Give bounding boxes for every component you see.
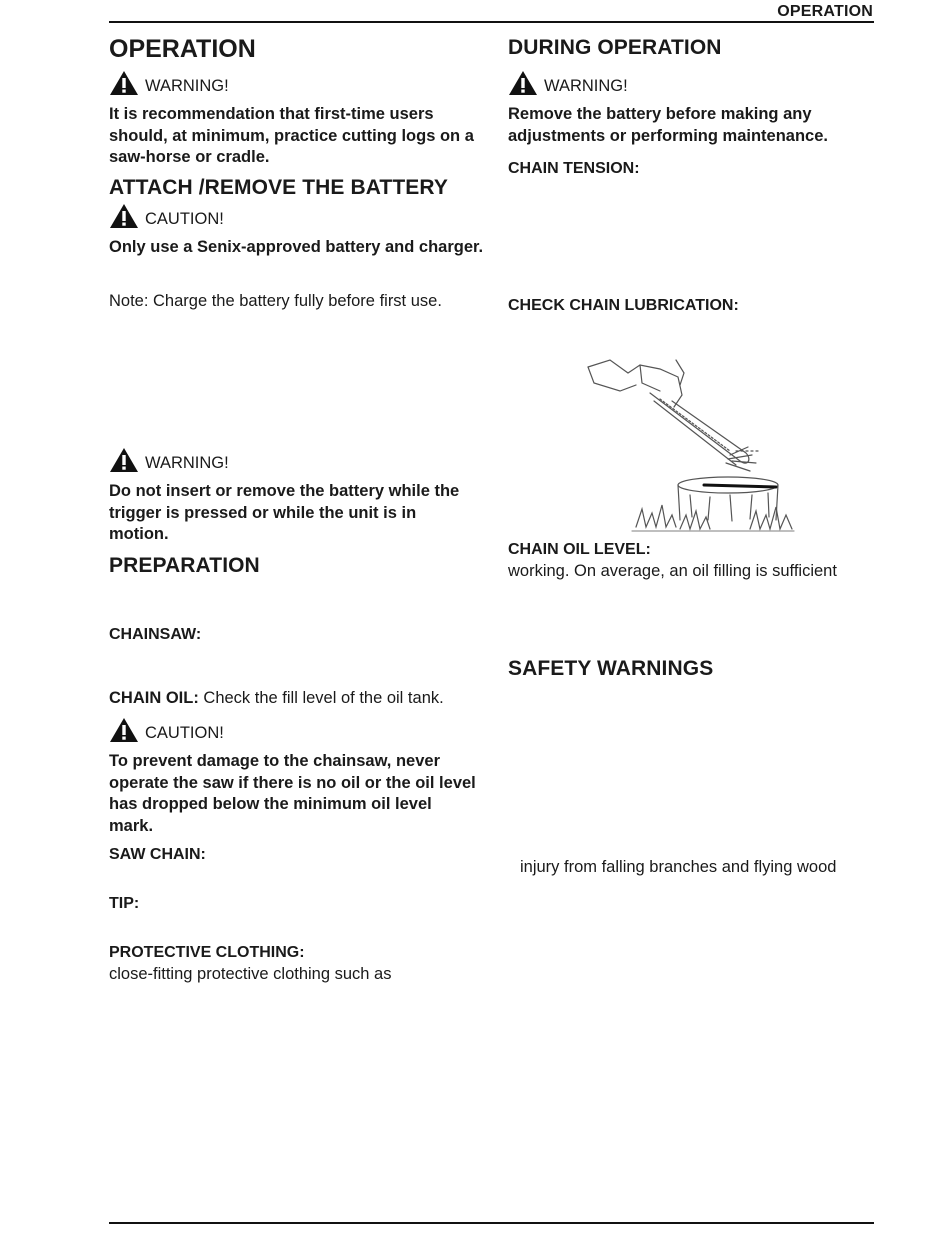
chainsaw-label: CHAINSAW:	[109, 626, 202, 643]
warning-label: WARNING!	[145, 77, 229, 95]
battery-heading: ATTACH /REMOVE THE BATTERY	[109, 176, 448, 199]
page-title: OPERATION	[109, 35, 256, 63]
battery-note: Note: Charge the battery fully before first use.	[109, 292, 442, 310]
saw-chain-label: SAW CHAIN:	[109, 846, 206, 863]
chain-oil-text: Check the fill level of the oil tank.	[198, 689, 444, 707]
warning-label: WARNING!	[544, 77, 628, 95]
chain-oil-paragraph	[109, 688, 499, 710]
protective-clothing-text: close-fitting protective clothing such as	[109, 965, 392, 983]
header-rule	[109, 21, 874, 23]
check-chain-lubrication-label: CHECK CHAIN LUBRICATION:	[508, 297, 739, 314]
caution-callout-1	[109, 203, 224, 229]
chain-tension-label: CHAIN TENSION:	[508, 160, 640, 177]
injury-text: injury from falling branches and flying wood	[520, 858, 837, 876]
chain-lubrication-illustration	[580, 355, 800, 535]
warning-text: Do not insert or remove the battery while the trigger is pressed or while the unit is in motion.	[109, 482, 460, 543]
warning-label: WARNING!	[145, 454, 229, 472]
warning-callout-1	[109, 70, 229, 96]
caution-label: CAUTION!	[145, 210, 224, 228]
chain-oil-level-label: CHAIN OIL LEVEL:	[508, 541, 651, 558]
caution-text: Only use a Senix-approved battery and charger.	[109, 238, 484, 256]
warning-triangle-icon	[508, 70, 538, 96]
chain-oil-label: CHAIN OIL:	[109, 689, 199, 707]
warning-callout-2	[109, 447, 229, 473]
caution-callout-2	[109, 717, 224, 743]
page-header-label: OPERATION	[777, 3, 873, 20]
tip-label: TIP:	[109, 895, 140, 912]
caution-triangle-icon	[109, 203, 139, 229]
preparation-heading: PREPARATION	[109, 554, 260, 577]
protective-clothing-label: PROTECTIVE CLOTHING:	[109, 944, 305, 961]
warning-triangle-icon	[109, 70, 139, 96]
caution-triangle-icon	[109, 717, 139, 743]
warning-text: Remove the battery before making any adjustments or performing maintenance.	[508, 105, 828, 145]
footer-rule	[109, 1222, 874, 1224]
during-operation-heading: DURING OPERATION	[508, 36, 722, 59]
warning-text: It is recommendation that first-time users should, at minimum, practice cutting logs on a saw-horse or cradle.	[109, 105, 474, 166]
chain-oil-level-text: working. On average, an oil filling is sufficient	[508, 562, 837, 580]
warning-triangle-icon	[109, 447, 139, 473]
caution-text: To prevent damage to the chainsaw, never operate the saw if there is no oil or the oil level has dropped below the minimum oil level mark.	[109, 752, 476, 835]
warning-callout-3	[508, 70, 628, 96]
caution-label: CAUTION!	[145, 724, 224, 742]
safety-warnings-heading: SAFETY WARNINGS	[508, 657, 714, 680]
